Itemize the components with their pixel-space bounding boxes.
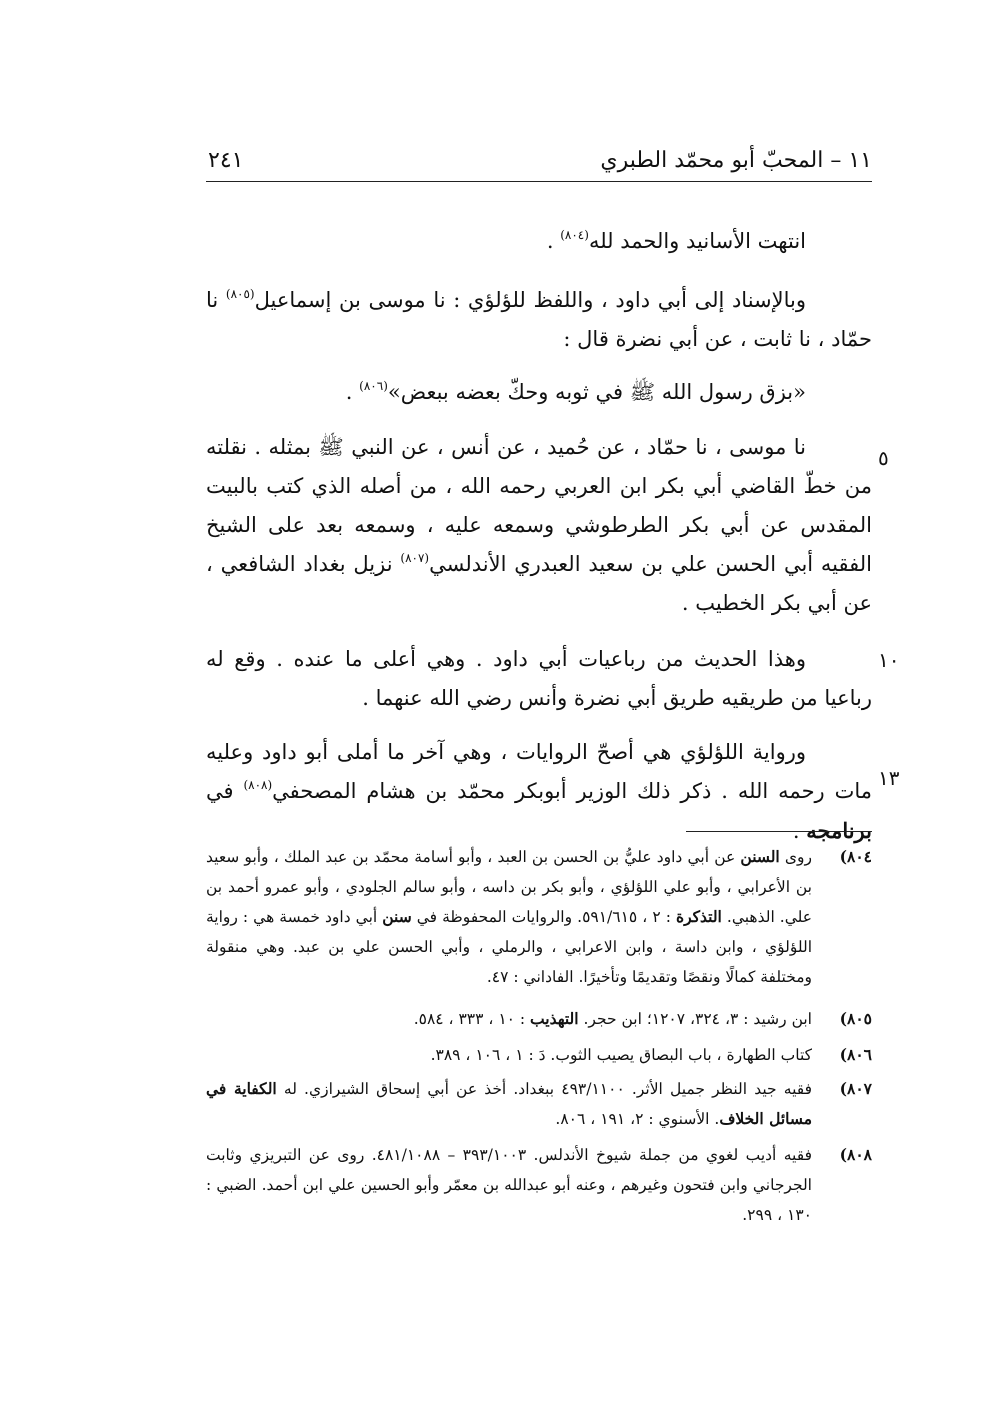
footnote-805: ٨٠٥) ابن رشيد : ٣، ٣٢٤، ١٢٠٧؛ ابن حجر. التهذيب : ١٠ ، ٣٣٣ ، ٥٨٤. — [206, 1004, 872, 1034]
paragraph-text: نا موسى ، نا حمّاد ، عن حُميد ، عن أنس ، عن النبي ﷺ بمثله . نقلته من خطّ القاضي أبي بكر ابن العربي رحمه الله ، من أصله الذي كتب بالبيت المقدس عن أبي بكر الطرطوشي وسمعه عليه ، وسمعه بعد على الشيخ الفقيه أبي الحسن علي بن سعيد العبدري الأندلسي — [206, 435, 872, 576]
running-header-title: ١١ – المحبّ أبو محمّد الطبري — [600, 148, 872, 173]
paragraph-text: وبالإسناد إلى أبي داود ، واللفظ للؤلؤي : نا موسى بن إسماعيل — [254, 288, 806, 312]
paragraph-1: انتهت الأسانيد والحمد لله$^{(٨٠٤)}$ . — [546, 228, 806, 253]
footnote-number: ٨٠٧) — [839, 1079, 872, 1098]
paragraph-text: ورواية اللؤلؤي هي أصحّ الروايات ، وهي آخر ما أملى أبو داود وعليه مات رحمه الله . ذكر ذلك الوزير أبوبكر محمّد بن هشام المصحفي — [206, 740, 873, 803]
line-number: ٥ — [878, 446, 889, 470]
paragraph-text: «بزق رسول الله ﷺ في ثوبه وحكّ بعضه ببعض» — [387, 380, 806, 404]
book-title: برنامجه — [806, 818, 872, 843]
paragraph-6: ورواية اللؤلؤي هي أصحّ الروايات ، وهي آخر ما أملى أبو داود وعليه مات رحمه الله . ذكر ذلك الوزير أبوبكر محمّد بن هشام المصحفي$^{(٨٠٨)}$ في برنامجه . — [206, 740, 873, 843]
footnote-number: ٨٠٥) — [839, 1009, 872, 1028]
paragraph-3: «بزق رسول الله ﷺ في ثوبه وحكّ بعضه ببعض»$^{(٨٠٦)}$ . — [345, 379, 806, 404]
header-rule — [206, 181, 872, 182]
paragraph-4: نا موسى ، نا حمّاد ، عن حُميد ، عن أنس ، عن النبي ﷺ بمثله . نقلته من خطّ القاضي أبي بكر ابن العربي رحمه الله ، من أصله الذي كتب بالبيت المقدس عن أبي بكر الطرطوشي وسمعه عليه ، وسمعه بعد على الشيخ الفقيه أبي الحسن علي بن سعيد العبدري الأندلسي$^{(٨٠٧)}$ نزيل بغداد الشافعي ، عن أبي بكر الخطيب . — [206, 435, 872, 615]
footnote-ref: (٨٠٦) — [359, 379, 388, 393]
footnote-ref: (٨٠٨) — [243, 778, 273, 792]
paragraph-5 — [206, 640, 872, 718]
footnote-separator — [686, 831, 872, 832]
paragraph-2: وبالإسناد إلى أبي داود ، واللفظ للؤلؤي : نا موسى بن إسماعيل$^{(٨٠٥)}$ نا حمّاد ، نا ثابت ، عن أبي نضرة قال : — [206, 287, 872, 351]
footnote-ref: (٨٠٥) — [225, 287, 255, 301]
footnote-ref: (٨٠٤) — [560, 228, 589, 242]
page-number: ٢٤١ — [208, 148, 244, 173]
footnote-number: ٨٠٤) — [839, 847, 872, 866]
footnote-number: ٨٠٨) — [839, 1145, 872, 1164]
footnote-804: ٨٠٤) روى السنن عن أبي داود عليُّ بن الحسن بن العبد ، وأبو أسامة محمّد بن عبد الملك ، وأبو سعيد بن الأعرابي ، وأبو علي اللؤلؤي ، وأبو بكر بن داسه ، وأبو سالم الجلودي ، وأبو عمرو أحمد بن علي. الذهبي. التذكرة : ٢ ، ٥٩١/٦١٥. والروايات المحفوظة في سنن أبي داود خمسة هي : رواية اللؤلؤي ، وابن داسة ، وابن الاعرابي ، والرملي ، وأبي الحسن علي بن عبد. وهي منقولة ومختلفة كمالًا ونقصًا وتقديمًا وتأخيرًا. الفاداني : ٤٧. — [206, 842, 872, 992]
footnote-number: ٨٠٦) — [839, 1045, 872, 1064]
footnote-806: ٨٠٦) كتاب الطهارة ، باب البصاق يصيب الثوب. دَ : ١ ، ١٠٦ ، ٣٨٩. — [206, 1040, 872, 1070]
footnote-807: ٨٠٧) فقيه جيد النظر جميل الأثر. ٤٩٣/١١٠٠ ببغداد. أخذ عن أبي إسحاق الشيرازي. له الكفاية في مسائل الخلاف. الأسنوي : ٢، ١٩١ ، ٨٠٦. — [206, 1074, 872, 1134]
paragraph-text: وهذا الحديث من رباعيات أبي داود . وهي أعلى ما عنده . وقع له رباعيا من طريقيه طريق أبي نضرة وأنس رضي الله عنهما . — [206, 647, 872, 710]
footnote-808: ٨٠٨) فقيه أديب لغوي من جملة شيوخ الأندلس. ٣٩٣/١٠٠٣ – ٤٨١/١٠٨٨. روى عن التبريزي وثابت الجرجاني وابن فتحون وغيرهم ، وعنه أبو عبدالله بن معمّر وأبو الحسين علي ابن أحمد. الضبي : ١٣٠ ، ٢٩٩. — [206, 1140, 872, 1230]
footnote-ref: (٨٠٧) — [400, 551, 430, 565]
line-number: ١٣ — [878, 766, 900, 790]
paragraph-text: انتهت الأسانيد والحمد لله — [588, 229, 806, 253]
line-number: ١٠ — [878, 648, 900, 672]
